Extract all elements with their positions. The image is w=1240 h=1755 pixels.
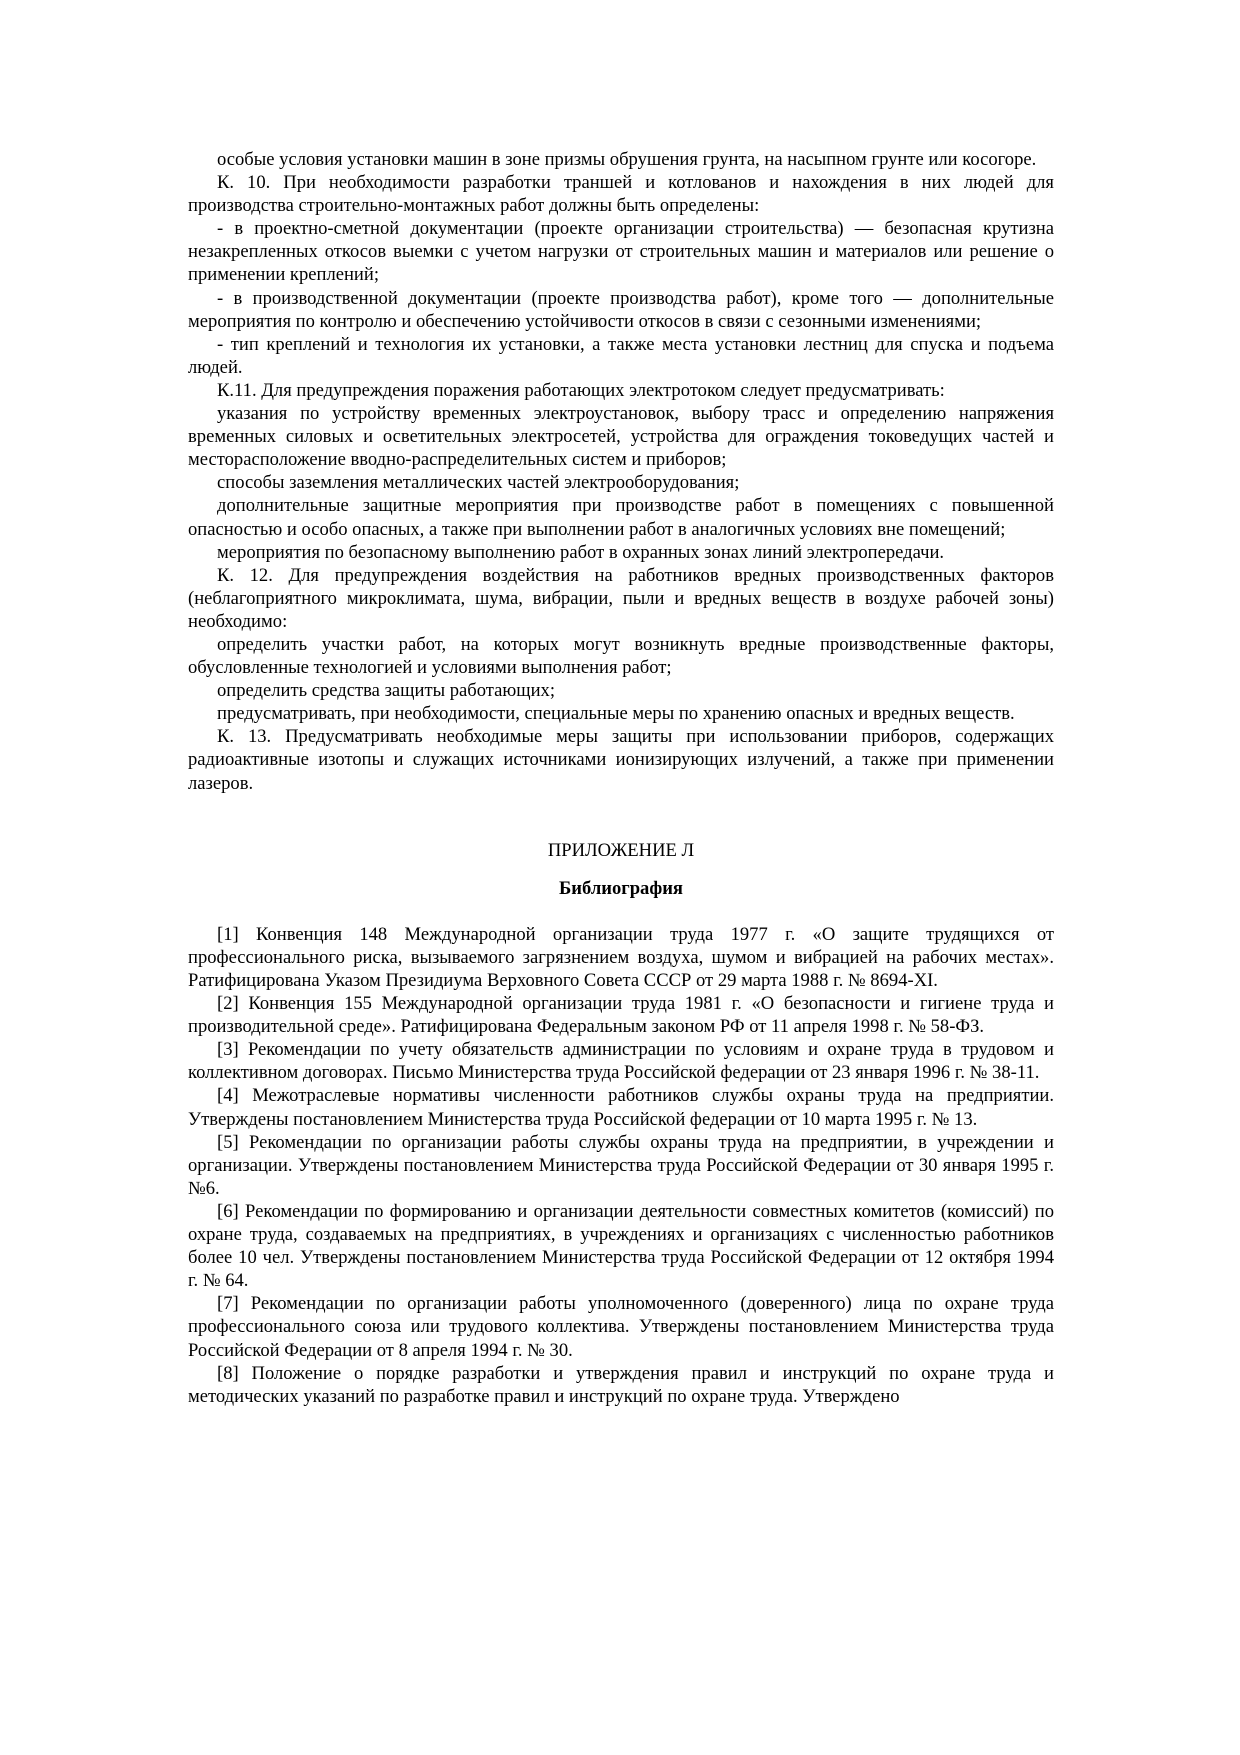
body-paragraph: определить участки работ, на которых могут возникнуть вредные производственные факторы, обусловленные технологией и условиями выполнения работ; <box>188 633 1054 679</box>
body-paragraph: дополнительные защитные мероприятия при производстве работ в помещениях с повышенной опасностью и особо опасных, а также при выполнении работ в аналогичных условиях вне помещений; <box>188 495 1054 540</box>
document-page <box>188 148 1054 1408</box>
body-paragraph: - тип креплений и технология их установки, а также места установки лестниц для спуска и подъема людей. <box>188 333 1054 378</box>
bibliography-entry: [3] Рекомендации по учету обязательств администрации по условиям и охране труда в трудовом и коллективном договорах. Письмо Министерства труда Российской федерации от 23 января 1996 г. № 38-11. <box>188 1039 1054 1084</box>
body-paragraph: определить средства защиты работающих; <box>217 680 556 702</box>
bibliography-entry: [1] Конвенция 148 Международной организации труда 1977 г. «О защите трудящихся от профессионального риска, вызываемого загрязнением воздуха, шумом и вибрацией на рабочих местах». Ратифицирована Указом Президиума Верховного Совета СССР от 29 марта 1988 г. № 8694-XI. <box>188 923 1054 991</box>
bibliography-entry: [4] Межотраслевые нормативы численности работников службы охраны труда на предприятии. Утверждены постановлением Министерства труда Российской федерации от 10 марта 1995 г. № 13. <box>188 1085 1054 1130</box>
section-spacer <box>188 795 1054 839</box>
body-paragraph: способы заземления металлических частей электрооборудования; <box>217 472 740 494</box>
heading-spacer <box>188 862 1054 877</box>
bibliography-title: Библиография <box>558 877 683 899</box>
body-paragraph: - в производственной документации (проекте производства работ), кроме того — дополнительные мероприятия по контролю и обеспечению устойчивости откосов в связи с сезонными изменениями; <box>188 287 1054 332</box>
body-paragraph: мероприятия по безопасному выполнению работ в охранных зонах линий электропередачи. <box>217 541 945 563</box>
appendix-title: ПРИЛОЖЕНИЕ Л <box>547 839 695 861</box>
body-paragraph: - в проектно-сметной документации (проекте организации строительства) — безопасная крутизна незакрепленных откосов выемки с учетом нагрузки от строительных машин и материалов или решение о применении креплений; <box>188 218 1054 286</box>
bibliography-entry: [5] Рекомендации по организации работы службы охраны труда на предприятии, в учреждении и организации. Утверждены постановлением Министерства труда Российской Федерации от 30 января 1995 г. №6. <box>188 1131 1054 1199</box>
body-paragraph: К. 10. При необходимости разработки траншей и котлованов и нахождения в них людей для производства строительно-монтажных работ должны быть определены: <box>188 172 1054 217</box>
bibliography-entry: [6] Рекомендации по формированию и организации деятельности совместных комитетов (комиссий) по охране труда, создаваемых на предприятиях, в учреждениях и организациях с численностью работников более 10 чел. Утверждены постановлением Министерства труда Российской Федерации от 12 октября 1994 г. № 64. <box>188 1200 1054 1292</box>
body-paragraph: К. 13. Предусматривать необходимые меры защиты при использовании приборов, содержащих радиоактивные изотопы и служащих источниками ионизирующих излучений, а также при применении лазеров. <box>188 726 1054 794</box>
bibliography-entry: [2] Конвенция 155 Международной организации труда 1981 г. «О безопасности и гигиене труда и производительной среде». Ратифицирована Федеральным законом РФ от 11 апреля 1998 г. № 58-ФЗ. <box>188 993 1054 1038</box>
body-section <box>188 148 1054 795</box>
bibliography-entry: [7] Рекомендации по организации работы уполномоченного (доверенного) лица по охране труда профессионального союза или трудового коллектива. Утверждены постановлением Министерства труда Российской Федерации от 8 апреля 1994 г. № 30. <box>188 1293 1054 1361</box>
body-paragraph: предусматривать, при необходимости, специальные меры по хранению опасных и вредных веществ. <box>217 703 1015 725</box>
body-paragraph: указания по устройству временных электроустановок, выбору трасс и определению напряжения временных силовых и осветительных электросетей, устройства для ограждения токоведущих частей и месторасположение вводно-распределительных систем и приборов; <box>188 403 1054 471</box>
bibliography-list <box>188 923 1054 1408</box>
body-paragraph: особые условия установки машин в зоне призмы обрушения грунта, на насыпном грунте или косогоре. <box>217 149 1037 170</box>
body-paragraph: К. 12. Для предупреждения воздействия на работников вредных производственных факторов (неблагоприятного микроклимата, шума, вибрации, пыли и вредных веществ в воздухе рабочей зоны) необходимо: <box>188 564 1054 632</box>
bibliography-entry: [8] Положение о порядке разработки и утверждения правил и инструкций по охране труда и методических указаний по разработке правил и инструкций по охране труда. Утверждено <box>188 1362 1054 1407</box>
heading-spacer <box>188 900 1054 923</box>
body-paragraph: К.11. Для предупреждения поражения работающих электротоком следует предусматривать: <box>217 379 945 401</box>
